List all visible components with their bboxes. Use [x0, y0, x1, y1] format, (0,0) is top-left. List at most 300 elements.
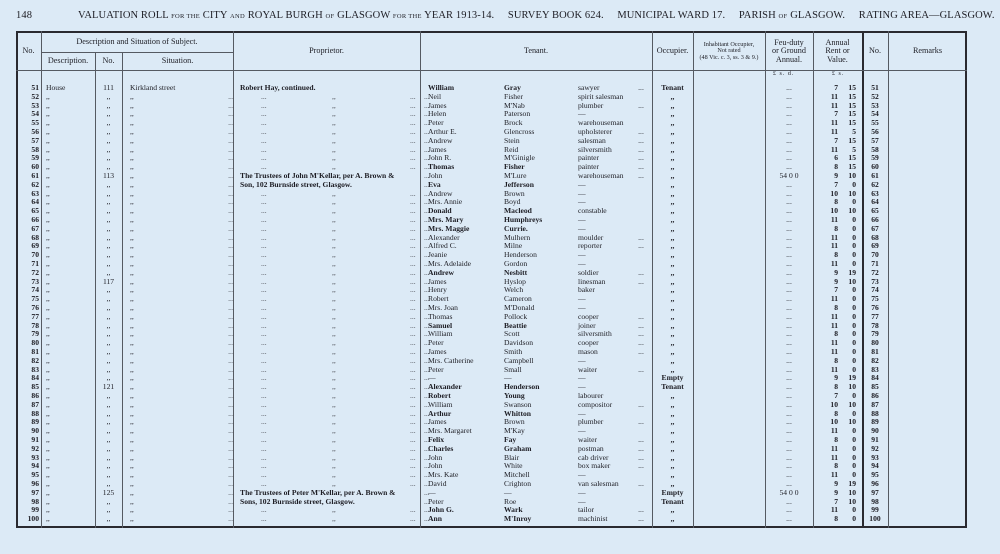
- row-occupation-dots: ...: [638, 162, 644, 172]
- row-house-number: ,,: [106, 338, 111, 348]
- row-situation: ,,: [130, 338, 134, 348]
- row-occupation-dots: ...: [638, 435, 644, 444]
- row-house-number: 117: [102, 276, 115, 286]
- leader-dots: ...: [424, 215, 430, 224]
- row-occupier: ,,: [670, 303, 675, 312]
- row-tenant-first-name: James: [428, 144, 447, 154]
- header-line: Not rated: [717, 47, 741, 55]
- row-occupier: Tenant: [661, 496, 684, 506]
- row-tenant-surname: Graham: [504, 443, 532, 453]
- leader-dots: ...: [410, 197, 416, 207]
- leader-dots: ...: [261, 320, 267, 330]
- row-rent-shillings: 5: [852, 144, 856, 154]
- row-number: 75: [31, 294, 39, 304]
- leader-dots: ...: [228, 267, 234, 277]
- row-feu-duty: ...: [786, 496, 792, 506]
- header-desc-no: No.: [102, 55, 115, 65]
- row-tenant-first-name: Thomas: [428, 311, 453, 321]
- row-rent-shillings: 0: [852, 338, 856, 348]
- row-feu-duty: ...: [786, 197, 792, 207]
- row-situation: ,,: [130, 294, 134, 304]
- row-description: ,,: [46, 285, 50, 295]
- row-occupier: ,,: [670, 443, 675, 453]
- row-feu-duty: ...: [786, 215, 792, 224]
- table-row: [16, 418, 967, 427]
- row-description: ,,: [46, 443, 50, 453]
- row-number-right: 87: [871, 399, 879, 409]
- row-occupation: upholsterer: [578, 127, 613, 136]
- row-occupier: Empty: [661, 373, 684, 383]
- row-number-right: 99: [871, 505, 879, 515]
- row-occupation-dots: ...: [638, 399, 644, 409]
- leader-dots: ...: [410, 259, 416, 268]
- leader-dots: ...: [261, 364, 267, 374]
- municipal-ward: MUNICIPAL WARD 17.: [617, 10, 726, 21]
- leader-dots: ...: [424, 91, 430, 101]
- table-row: [16, 383, 967, 392]
- row-number-right: 89: [871, 417, 879, 427]
- row-rent-shillings: 0: [852, 329, 856, 339]
- ditto-mark: ,,: [332, 162, 336, 172]
- row-house-number: ,,: [106, 206, 111, 216]
- row-house-number: ,,: [106, 153, 111, 163]
- row-situation: ,,: [130, 461, 134, 471]
- row-house-number: ,,: [106, 267, 111, 277]
- row-number-right: 83: [871, 364, 879, 374]
- row-tenant-surname: —: [504, 373, 512, 383]
- table-row: [16, 278, 967, 287]
- row-number: 70: [31, 250, 39, 260]
- leader-dots: ...: [410, 426, 416, 436]
- row-house-number: ,,: [106, 223, 111, 233]
- row-occupier: ,,: [670, 338, 675, 348]
- row-occupation: —: [578, 215, 586, 224]
- row-description: ,,: [46, 487, 50, 497]
- row-situation: ,,: [130, 303, 134, 312]
- row-rent-shillings: 15: [848, 118, 856, 128]
- ditto-mark: ,,: [332, 276, 336, 286]
- row-number-right: 56: [871, 127, 879, 136]
- row-occupation-dots: ...: [638, 267, 644, 277]
- leader-dots: ...: [228, 408, 234, 418]
- leader-dots: ...: [410, 364, 416, 374]
- row-number: 78: [31, 320, 39, 330]
- row-tenant-first-name: Mrs. Kate: [428, 470, 459, 480]
- row-rent-pounds: 8: [834, 197, 838, 207]
- row-situation: ,,: [130, 276, 134, 286]
- row-tenant-first-name: Peter: [428, 364, 444, 374]
- row-rent-shillings: 0: [852, 461, 856, 471]
- row-situation: ,,: [130, 514, 134, 524]
- header-inhabitant-occupier: [693, 33, 765, 70]
- ditto-mark: ,,: [332, 215, 336, 224]
- row-rent-shillings: 10: [848, 417, 856, 427]
- leader-dots: ...: [228, 303, 234, 312]
- row-occupation-dots: ...: [638, 417, 644, 427]
- table-row: [16, 392, 967, 401]
- leader-dots: ...: [424, 470, 430, 480]
- row-description: ,,: [46, 232, 50, 242]
- row-description: ,,: [46, 355, 50, 365]
- title-part: YEAR 1913-14.: [424, 10, 495, 21]
- row-tenant-first-name: —: [428, 487, 436, 497]
- header-situation: Situation.: [161, 55, 194, 65]
- row-situation: ,,: [130, 259, 134, 268]
- leader-dots: ...: [261, 276, 267, 286]
- leader-dots: ...: [410, 470, 416, 480]
- row-house-number: ,,: [106, 118, 111, 128]
- row-proprietor: Sons, 102 Burnside street, Glasgow.: [240, 496, 355, 506]
- row-occupier: ,,: [670, 206, 675, 216]
- row-description: ,,: [46, 461, 50, 471]
- leader-dots: ...: [228, 127, 234, 136]
- row-situation: ,,: [130, 267, 134, 277]
- row-number-right: 70: [871, 250, 879, 260]
- row-number: 63: [31, 188, 39, 198]
- table-row: [16, 436, 967, 445]
- leader-dots: ...: [228, 461, 234, 471]
- row-rent-pounds: 9: [834, 267, 838, 277]
- row-description: ,,: [46, 373, 50, 383]
- row-tenant-surname: Mulhern: [504, 232, 531, 242]
- row-occupation-dots: ...: [638, 135, 644, 145]
- row-tenant-surname: Hyslop: [504, 276, 526, 286]
- row-number: 66: [31, 215, 39, 224]
- leader-dots: ...: [228, 109, 234, 119]
- row-rent-shillings: 15: [848, 162, 856, 172]
- table-row: [16, 128, 967, 137]
- leader-dots: ...: [424, 197, 430, 207]
- row-tenant-first-name: Alexander: [428, 232, 460, 242]
- row-feu-duty: ...: [786, 355, 792, 365]
- table-row: [16, 304, 967, 313]
- leader-dots: ...: [261, 505, 267, 515]
- row-situation: ,,: [130, 144, 134, 154]
- row-tenant-surname: Brown: [504, 188, 525, 198]
- row-feu-duty: ...: [786, 223, 792, 233]
- row-feu-duty: ...: [786, 162, 792, 172]
- row-rent-shillings: 0: [852, 197, 856, 207]
- row-occupation-dots: ...: [638, 347, 644, 356]
- row-description: ,,: [46, 347, 50, 356]
- leader-dots: ...: [410, 443, 416, 453]
- row-situation: ,,: [130, 311, 134, 321]
- header-line: Feu-duty: [774, 37, 804, 47]
- row-number-right: 65: [871, 206, 879, 216]
- row-occupier: ,,: [670, 347, 675, 356]
- leader-dots: ...: [228, 435, 234, 444]
- row-feu-duty: ...: [786, 91, 792, 101]
- leader-dots: ...: [424, 320, 430, 330]
- header-proprietor: Proprietor.: [309, 46, 344, 56]
- leader-dots: ...: [261, 452, 267, 462]
- leader-dots: ...: [228, 417, 234, 427]
- row-tenant-surname: Henderson: [504, 250, 537, 260]
- row-rent-shillings: 10: [848, 276, 856, 286]
- row-number-right: 94: [871, 461, 879, 471]
- header-line: Inhabitant Occupier,: [703, 40, 755, 48]
- leader-dots: ...: [228, 118, 234, 128]
- row-rent-shillings: 10: [848, 382, 856, 392]
- row-tenant-surname: Blair: [504, 452, 520, 462]
- row-house-number: ,,: [106, 241, 111, 251]
- row-rent-pounds: 8: [834, 435, 838, 444]
- row-occupier: ,,: [670, 514, 675, 524]
- header-line: Value.: [827, 54, 848, 64]
- row-rent-pounds: 11: [830, 241, 838, 251]
- row-number: 59: [31, 153, 39, 163]
- row-occupation: waiter: [578, 435, 597, 444]
- row-number-right: 88: [871, 408, 879, 418]
- leader-dots: ...: [424, 241, 430, 251]
- row-number-right: 86: [871, 391, 879, 400]
- row-rent-pounds: 7: [834, 391, 838, 400]
- row-rent-pounds: 10: [830, 417, 838, 427]
- row-house-number: ,,: [106, 197, 111, 207]
- leader-dots: ...: [424, 487, 430, 497]
- leader-dots: ...: [410, 118, 416, 128]
- row-occupier: ,,: [670, 267, 675, 277]
- row-tenant-first-name: Mrs. Maggie: [428, 223, 470, 233]
- row-number: 52: [31, 91, 39, 101]
- row-house-number: ,,: [106, 435, 111, 444]
- leader-dots: ...: [424, 127, 430, 136]
- row-rent-shillings: 0: [852, 426, 856, 436]
- row-feu-duty: ...: [786, 443, 792, 453]
- row-occupation-dots: ...: [638, 461, 644, 471]
- header-feu-duty: [765, 33, 813, 70]
- row-description: ,,: [46, 135, 50, 145]
- row-rent-pounds: 7: [834, 109, 838, 119]
- row-number-right: 62: [871, 179, 879, 189]
- row-rent-shillings: 0: [852, 215, 856, 224]
- row-rent-shillings: 0: [852, 311, 856, 321]
- row-occupation: cooper: [578, 311, 599, 321]
- row-house-number: ,,: [106, 364, 111, 374]
- row-tenant-first-name: Eva: [428, 179, 441, 189]
- leader-dots: ...: [261, 470, 267, 480]
- row-number-right: 82: [871, 355, 879, 365]
- row-description: ,,: [46, 171, 50, 180]
- row-occupier: ,,: [670, 223, 675, 233]
- row-situation: ,,: [130, 232, 134, 242]
- header-line: Rent or: [825, 46, 850, 56]
- row-description: ,,: [46, 250, 50, 260]
- row-situation: Kirkland street: [130, 83, 176, 92]
- row-rent-pounds: 8: [834, 355, 838, 365]
- row-occupier: ,,: [670, 118, 675, 128]
- row-rent-shillings: 5: [852, 127, 856, 136]
- row-rent-pounds: 8: [834, 329, 838, 339]
- ditto-mark: ,,: [332, 461, 336, 471]
- row-situation: ,,: [130, 162, 134, 172]
- row-situation: ,,: [130, 399, 134, 409]
- leader-dots: ...: [410, 267, 416, 277]
- table-row: [16, 427, 967, 436]
- row-number-right: 60: [871, 162, 879, 172]
- row-situation: ,,: [130, 443, 134, 453]
- row-rent-shillings: 10: [848, 206, 856, 216]
- row-occupation: spirit salesman: [578, 91, 624, 101]
- row-tenant-surname: —: [504, 487, 512, 497]
- row-tenant-first-name: Andrew: [428, 188, 453, 198]
- row-rent-shillings: 0: [852, 303, 856, 312]
- row-rent-shillings: 19: [848, 479, 856, 488]
- row-number-right: 85: [871, 382, 879, 392]
- leader-dots: ...: [424, 250, 430, 260]
- leader-dots: ...: [410, 144, 416, 154]
- leader-dots: ...: [424, 452, 430, 462]
- row-number: 76: [31, 303, 39, 312]
- row-description: ,,: [46, 470, 50, 480]
- row-occupation: —: [578, 355, 586, 365]
- header-line: or Ground: [772, 46, 806, 56]
- row-number: 64: [31, 197, 39, 207]
- row-feu-duty: ...: [786, 127, 792, 136]
- page-title: [78, 10, 995, 24]
- row-description: ,,: [46, 294, 50, 304]
- row-occupation-dots: ...: [638, 311, 644, 321]
- row-house-number: ,,: [106, 399, 111, 409]
- row-occupation: waiter: [578, 364, 597, 374]
- row-rent-pounds: 9: [834, 487, 838, 497]
- title-part: FOR THE: [171, 13, 200, 20]
- leader-dots: ...: [261, 241, 267, 251]
- row-situation: ,,: [130, 215, 134, 224]
- row-situation: ,,: [130, 320, 134, 330]
- row-house-number: ,,: [106, 303, 111, 312]
- table-row: [16, 480, 967, 489]
- leader-dots: ...: [228, 223, 234, 233]
- row-number-right: 53: [871, 100, 879, 110]
- leader-dots: ...: [261, 347, 267, 356]
- row-house-number: ,,: [106, 109, 111, 119]
- table-row: [16, 225, 967, 234]
- row-occupier: ,,: [670, 241, 675, 251]
- row-number: 74: [31, 285, 39, 295]
- leader-dots: ...: [228, 144, 234, 154]
- leader-dots: ...: [410, 276, 416, 286]
- leader-dots: ...: [228, 241, 234, 251]
- row-house-number: ,,: [106, 179, 111, 189]
- row-tenant-surname: Milne: [504, 241, 523, 251]
- table-row: [16, 374, 967, 383]
- row-feu-duty: ...: [786, 109, 792, 119]
- row-rent-pounds: 11: [830, 470, 838, 480]
- row-situation: ,,: [130, 223, 134, 233]
- row-number: 62: [31, 179, 39, 189]
- row-rent-shillings: 0: [852, 250, 856, 260]
- row-description: ,,: [46, 127, 50, 136]
- row-number: 82: [31, 355, 39, 365]
- table-row: [16, 137, 967, 146]
- table-row: [16, 102, 967, 111]
- row-tenant-surname: Scott: [504, 329, 520, 339]
- row-house-number: ,,: [106, 408, 111, 418]
- row-occupier: ,,: [670, 311, 675, 321]
- leader-dots: ...: [424, 496, 430, 506]
- leader-dots: ...: [228, 514, 234, 524]
- ditto-mark: ,,: [332, 311, 336, 321]
- leader-dots: ...: [410, 91, 416, 101]
- row-occupier: Tenant: [661, 382, 684, 392]
- leader-dots: ...: [410, 382, 416, 392]
- row-feu-duty: 54 0 0: [779, 487, 799, 497]
- row-tenant-first-name: Donald: [428, 206, 452, 216]
- row-rent-shillings: 15: [848, 100, 856, 110]
- header-annual-rent: [813, 33, 862, 70]
- row-rent-pounds: 11: [830, 100, 838, 110]
- row-rent-pounds: 9: [834, 479, 838, 488]
- row-feu-duty: ...: [786, 303, 792, 312]
- row-situation: ,,: [130, 127, 134, 136]
- leader-dots: ...: [261, 232, 267, 242]
- table-row: [16, 506, 967, 515]
- leader-dots: ...: [410, 127, 416, 136]
- row-feu-duty: ...: [786, 294, 792, 304]
- row-tenant-surname: Davidson: [504, 338, 534, 348]
- row-occupier: ,,: [670, 135, 675, 145]
- row-occupation: cab driver: [578, 452, 609, 462]
- leader-dots: ...: [261, 250, 267, 260]
- row-tenant-surname: Welch: [504, 285, 524, 295]
- table-row: [16, 348, 967, 357]
- row-feu-duty: ...: [786, 505, 792, 515]
- row-occupation: —: [578, 179, 586, 189]
- leader-dots: ...: [261, 135, 267, 145]
- leader-dots: ...: [261, 417, 267, 427]
- row-feu-duty: ...: [786, 83, 792, 92]
- row-tenant-surname: Henderson: [504, 382, 540, 392]
- leader-dots: ...: [261, 267, 267, 277]
- row-tenant-first-name: —: [428, 373, 436, 383]
- row-description: ,,: [46, 338, 50, 348]
- leader-dots: ...: [261, 382, 267, 392]
- row-rent-shillings: 0: [852, 223, 856, 233]
- row-house-number: ,,: [106, 496, 111, 506]
- row-tenant-surname: Young: [504, 391, 525, 400]
- header-line: Annual.: [775, 54, 803, 64]
- row-number-right: 95: [871, 470, 879, 480]
- row-rent-pounds: 11: [830, 426, 838, 436]
- row-rent-shillings: 10: [848, 487, 856, 497]
- row-tenant-first-name: Mrs. Margaret: [428, 426, 472, 436]
- row-house-number: ,,: [106, 100, 111, 110]
- row-occupier: ,,: [670, 355, 675, 365]
- header-description: Description.: [47, 55, 89, 65]
- row-tenant-first-name: John: [428, 461, 443, 471]
- row-tenant-first-name: Mrs. Joan: [428, 303, 458, 312]
- row-occupation: postman: [578, 443, 604, 453]
- row-number: 61: [31, 171, 39, 180]
- row-occupier: ,,: [670, 294, 675, 304]
- header-line: Annual: [825, 37, 850, 47]
- row-feu-duty: ...: [786, 426, 792, 436]
- row-house-number: ,,: [106, 144, 111, 154]
- title-part: OF: [325, 13, 335, 20]
- title-part: AND: [229, 13, 245, 20]
- row-occupier: ,,: [670, 188, 675, 198]
- leader-dots: ...: [424, 171, 430, 180]
- row-description: ,,: [46, 215, 50, 224]
- row-number-right: 54: [871, 109, 879, 119]
- row-rent-pounds: 11: [830, 232, 838, 242]
- row-house-number: ,,: [106, 329, 111, 339]
- ditto-mark: ,,: [332, 514, 336, 524]
- row-tenant-surname: Wark: [504, 505, 523, 515]
- row-occupier: ,,: [670, 144, 675, 154]
- row-tenant-surname: Gordon: [504, 259, 528, 268]
